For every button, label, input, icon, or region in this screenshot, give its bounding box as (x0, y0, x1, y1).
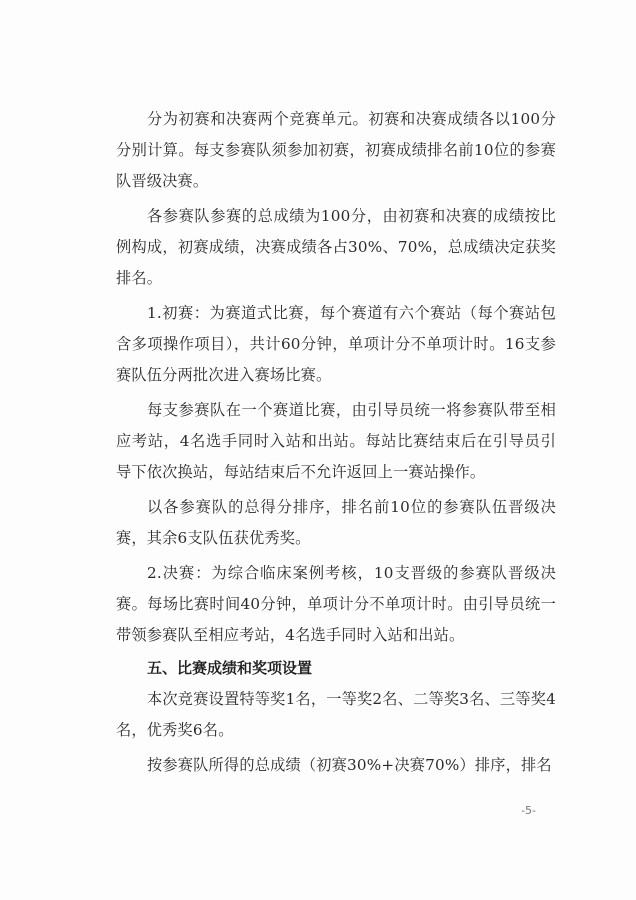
paragraph-track-procedure: 每支参赛队在一个赛道比赛，由引导员统一将参赛队带至相应考站，4名选手同时入站和出站。每站比赛结束后在引导员引导下依次换站，每站结束后不允许返回上一赛站操作。 (116, 401, 556, 481)
page-number: -5- (521, 804, 536, 817)
document-body (116, 104, 556, 781)
paragraph-award-ranking: 按参赛队所得的总成绩（初赛30%+决赛70%）排序，排名 (147, 756, 552, 774)
paragraph-preliminary: 1.初赛：为赛道式比赛，每个赛道有六个赛站（每个赛站包含多项操作项目），共计60分钟，单项计分不单项计时。16支参赛队伍分两批次进入赛场比赛。 (116, 304, 556, 384)
paragraph-ranking: 以各参赛队的总得分排序，排名前10位的参赛队伍晋级决赛，其余6支队伍获优秀奖。 (116, 498, 556, 547)
paragraph-final: 2.决赛：为综合临床案例考核，10支晋级的参赛队晋级决赛。每场比赛时间40分钟，单项计分不单项计时。由引导员统一带领参赛队至相应考站，4名选手同时入站和出站。 (116, 564, 556, 644)
section-heading: 五、比赛成绩和奖项设置 (147, 659, 313, 677)
paragraph-awards: 本次竞赛设置特等奖1名，一等奖2名、二等奖3名、三等奖4名，优秀奖6名。 (116, 690, 556, 739)
paragraph-total-score: 各参赛队参赛的总成绩为100分，由初赛和决赛的成绩按比例构成，初赛成绩，决赛成绩各占30%、70%，总成绩决定获奖排名。 (116, 207, 556, 287)
paragraph-competition-units: 分为初赛和决赛两个竞赛单元。初赛和决赛成绩各以100分分别计算。每支参赛队须参加初赛，初赛成绩排名前10位的参赛队晋级决赛。 (116, 110, 556, 190)
